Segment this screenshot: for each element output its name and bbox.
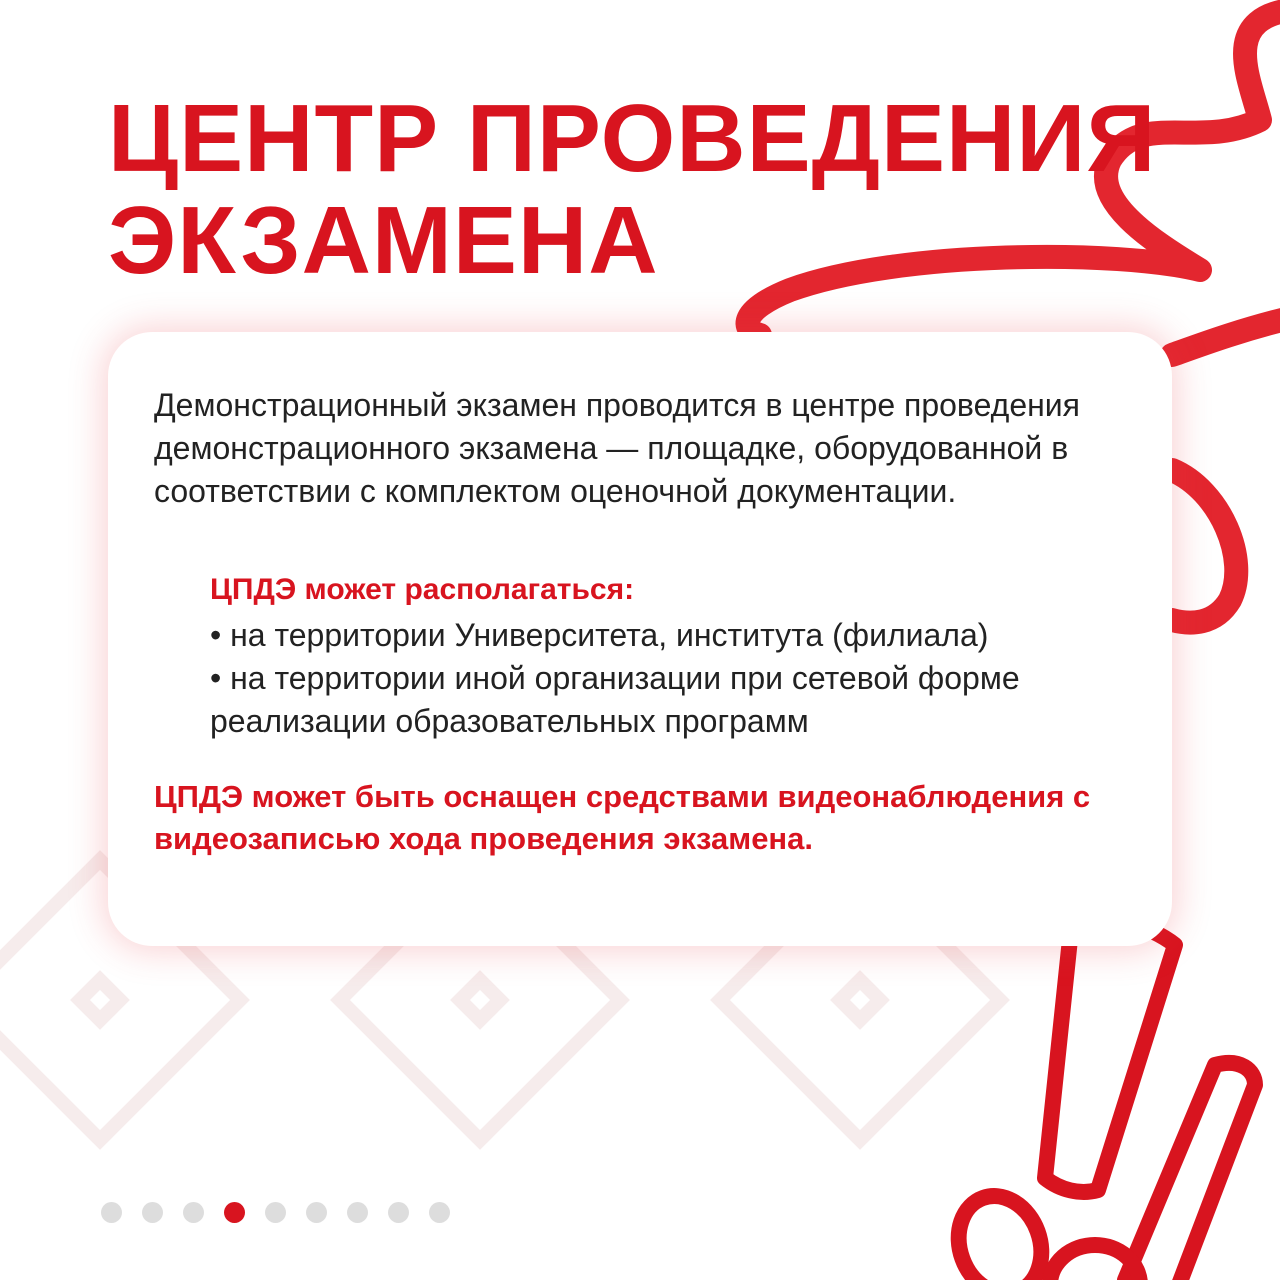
intro-paragraph: Демонстрационный экзамен проводится в центре проведения демонстрационного экзамена — площадке, оборудованной в соответствии с комплектом оценочной документации. bbox=[154, 387, 1080, 509]
pagination-dot[interactable] bbox=[306, 1202, 327, 1223]
pagination-dot[interactable] bbox=[101, 1202, 122, 1223]
page-title bbox=[108, 85, 1157, 294]
diamond-ornament bbox=[840, 980, 880, 1020]
pagination-dot-active[interactable] bbox=[224, 1202, 245, 1223]
pagination-dot[interactable] bbox=[388, 1202, 409, 1223]
pagination-dot[interactable] bbox=[265, 1202, 286, 1223]
exclamation-mark-decoration bbox=[1125, 1063, 1255, 1280]
ribbon-decoration bbox=[1172, 318, 1280, 355]
ribbon-decoration bbox=[1172, 470, 1236, 623]
title-line-2: ЭКЗАМЕНА bbox=[108, 187, 659, 294]
pagination-dot[interactable] bbox=[142, 1202, 163, 1223]
pagination-dot[interactable] bbox=[347, 1202, 368, 1223]
diamond-ornament bbox=[80, 980, 120, 1020]
list-item: • на территории иной организации при сетевой форме реализации образовательных программ bbox=[210, 660, 1020, 739]
video-surveillance-note: ЦПДЭ может быть оснащен средствами видеонаблюдения с видеозаписью хода проведения экзамена. bbox=[154, 779, 1091, 856]
list-item: • на территории Университета, института (филиала) bbox=[210, 617, 989, 653]
diamond-ornament bbox=[460, 980, 500, 1020]
exclamation-mark-decoration bbox=[1045, 917, 1175, 1192]
location-list bbox=[210, 614, 1140, 743]
info-card bbox=[108, 332, 1172, 946]
exclamation-dot-decoration bbox=[945, 1184, 1054, 1280]
pagination-dot[interactable] bbox=[183, 1202, 204, 1223]
pagination-dot[interactable] bbox=[429, 1202, 450, 1223]
location-heading: ЦПДЭ может располагаться: bbox=[210, 573, 635, 606]
pagination-dots[interactable] bbox=[101, 1202, 450, 1224]
title-line-1: ЦЕНТР ПРОВЕДЕНИЯ bbox=[108, 85, 1157, 192]
